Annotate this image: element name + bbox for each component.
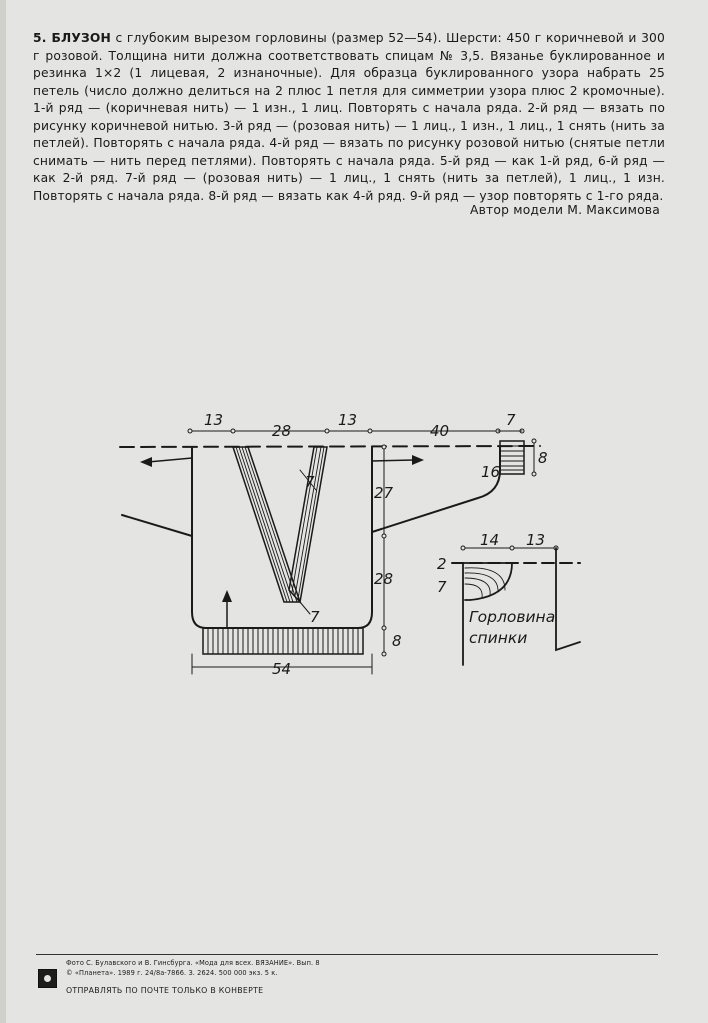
back-neck-label-line2: спинки bbox=[469, 629, 528, 647]
back-neck-inset bbox=[452, 546, 580, 665]
center-dashed-line bbox=[120, 446, 540, 447]
publication-credits bbox=[66, 958, 486, 978]
pattern-text: с глубоким вырезом горловины (размер 52—54). Шерсти: 450 г коричневой и 300 г розовой. Толщина нити должна соответствовать спицам № 3,5. Вязанье буклированное и резинка 1×2 (1 лицевая, 2 изнаночные). Для образца буклированного узора набрать 25 петель (число должно делиться на 2 плюс 1 петля для симметрии узора плюс 2 кромочные). 1-й ряд — (коричневая нить) — 1 изн., 1 лиц. Повторять с начала ряда. 2-й ряд — вязать по рисунку коричневой нитью. 3-й ряд — (розовая нить) — 1 лиц., 1 изн., 1 лиц., 1 снять (нить за петлей). Повторять с начала ряда. 4-й ряд — вязать по рисунку розовой нитью (снятые петли снимать — нить перед петлями). Повторять с начала ряда. 5-й ряд — как 1-й ряд, 6-й ряд — как 2-й ряд. 7-й ряд — (розовая нить) — 1 лиц., 1 снять (нить за петлей), 1 лиц., 1 изн. Повторять с начала ряда. 8-й ряд — вязать как 4-й ряд. 9-й ряд — узор повторять с 1-го ряда. bbox=[33, 31, 665, 203]
body-outline bbox=[192, 447, 372, 628]
dim-v-band: 7 bbox=[305, 473, 315, 491]
dim-sleeve-length: 40 bbox=[430, 422, 450, 440]
postal-note: ОТПРАВЛЯТЬ ПО ПОЧТЕ ТОЛЬКО В КОНВЕРТЕ bbox=[66, 986, 264, 995]
dim-body-height: 28 bbox=[374, 570, 394, 588]
left-sleeve-line bbox=[122, 515, 192, 536]
dim-back-side: 13 bbox=[526, 531, 546, 549]
left-arrow bbox=[148, 458, 192, 462]
dim-back-neck-width: 14 bbox=[480, 531, 500, 549]
dim-sleeve-cap: 16 bbox=[481, 463, 501, 481]
dim-sleeve-cuff-width: 7 bbox=[506, 411, 516, 429]
dim-top-left: 13 bbox=[204, 411, 224, 429]
dim-armhole: 27 bbox=[374, 484, 394, 502]
dim-top-right: 13 bbox=[338, 411, 358, 429]
dim-rib-height: 8 bbox=[392, 632, 402, 650]
v-neck-band-stripes bbox=[236, 447, 324, 602]
dim-width: 54 bbox=[272, 660, 292, 678]
pattern-title: 5. БЛУЗОН bbox=[33, 31, 111, 45]
right-arrow bbox=[372, 460, 414, 461]
footer-rule bbox=[36, 954, 658, 955]
back-neck-label-line1: Горловина bbox=[469, 608, 556, 626]
ribbing-lines bbox=[208, 628, 358, 654]
author-credit: Автор модели М. Максимова bbox=[469, 203, 660, 217]
dim-top-mid: 28 bbox=[272, 422, 292, 440]
postal-icon bbox=[38, 969, 57, 988]
dim-cuff-height: 8 bbox=[538, 449, 548, 467]
dim-back-neck-top: 2 bbox=[437, 555, 447, 573]
credits-line-1: Фото С. Булавского и В. Гинсбурга. «Мода для всех. ВЯЗАНИЕ». Вып. 8 bbox=[66, 959, 320, 967]
credits-line-2: © «Планета». 1989 г. 24/8а-7866. З. 2624. 500 000 экз. 5 к. bbox=[66, 969, 278, 977]
dim-back-neck-band: 7 bbox=[437, 578, 447, 596]
dim-v-band-bottom: 7 bbox=[310, 608, 320, 626]
